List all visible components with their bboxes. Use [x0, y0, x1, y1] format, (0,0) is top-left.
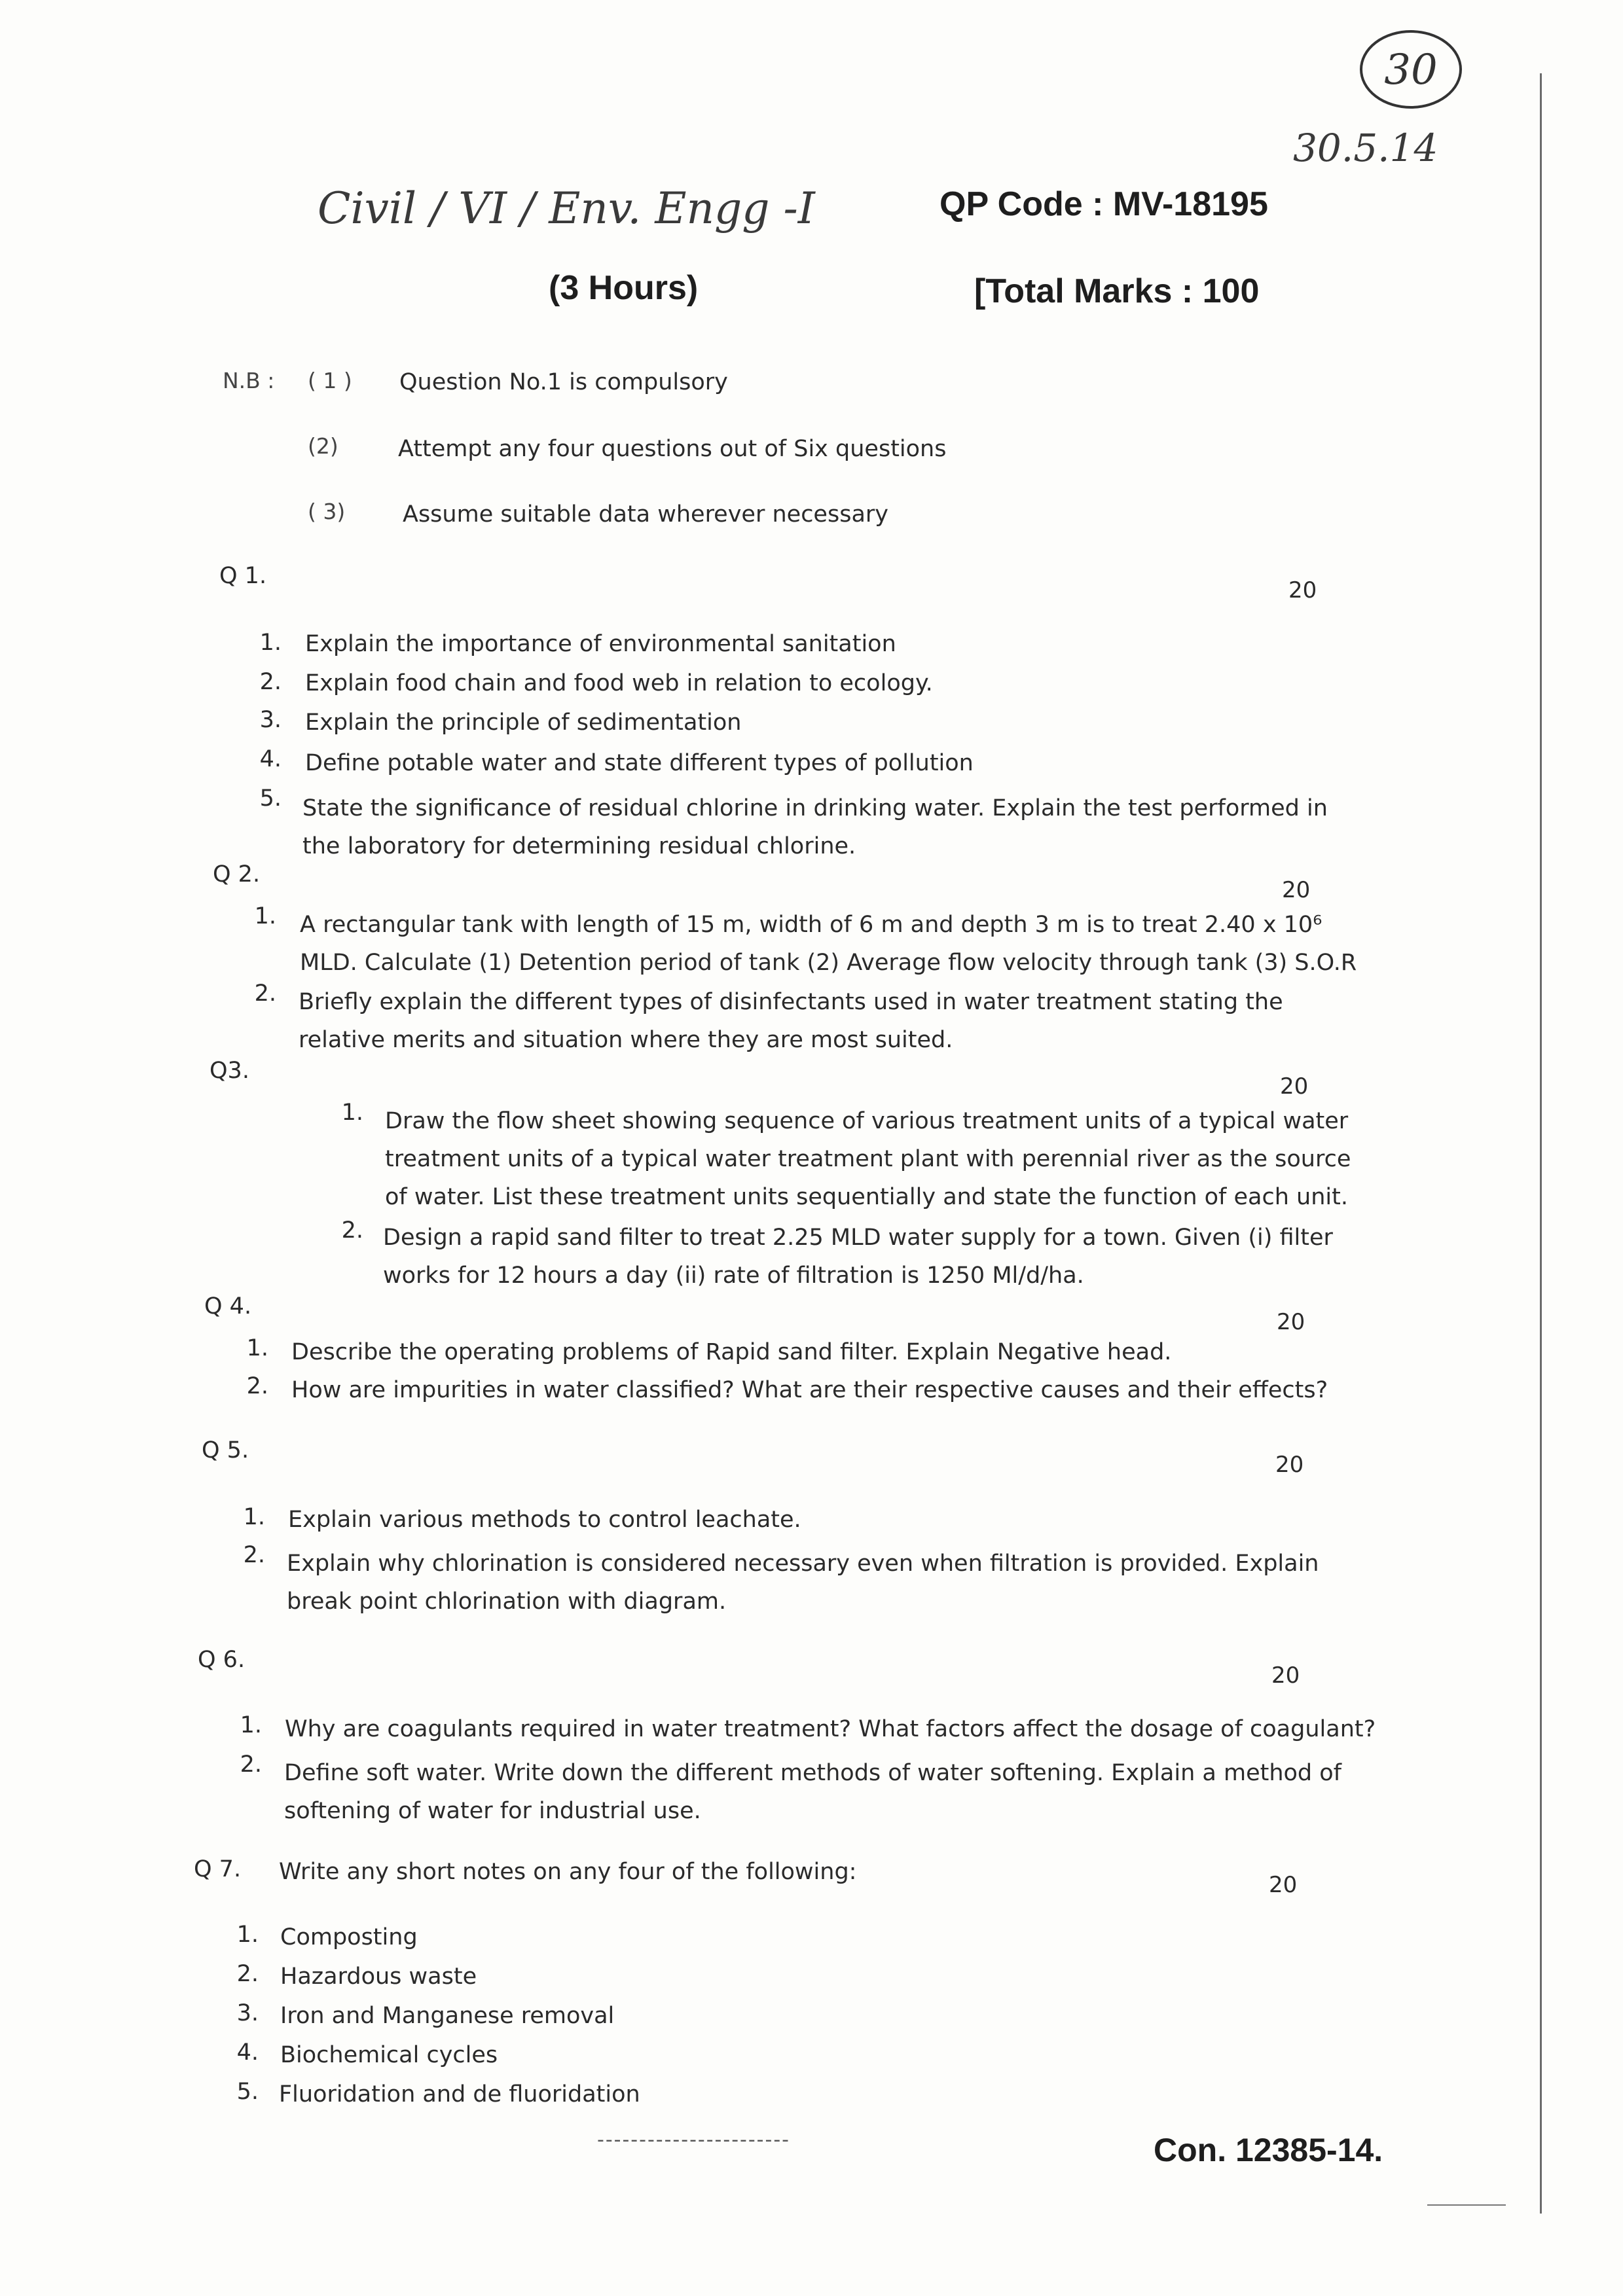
end-divider: ----------------------- — [597, 2128, 790, 2151]
q1-item-2-num: 2. — [259, 669, 282, 695]
q4-item-1-num: 1. — [246, 1335, 268, 1361]
q1-marks: 20 — [1288, 577, 1317, 603]
q4-marks: 20 — [1277, 1309, 1305, 1335]
q1-item-4-num: 4. — [259, 746, 282, 772]
q1-item-1-num: 1. — [259, 630, 282, 656]
q7-item-5-num: 5. — [236, 2079, 259, 2105]
q5-item-1: Explain various methods to control leachate. — [288, 1507, 801, 1533]
footer-rule — [1427, 2204, 1506, 2206]
q2-item-2-num: 2. — [254, 980, 276, 1007]
q4-item-2-num: 2. — [246, 1373, 268, 1399]
q4-label: Q 4. — [204, 1293, 252, 1319]
nb-num-1: ( 1 ) — [308, 368, 352, 393]
con-code: Con. 12385-14. — [1154, 2132, 1383, 2168]
circled-number-mark — [1355, 24, 1467, 115]
q1-item-5: State the significance of residual chlorine in drinking water. Explain the test performed in the laboratory for determining residual chlorine. — [302, 795, 1328, 859]
q7-label: Q 7. — [194, 1856, 242, 1882]
q7-item-1: Composting — [280, 1924, 418, 1950]
nb-label: N.B : — [223, 368, 275, 393]
q1-item-5-num: 5. — [259, 785, 282, 812]
q3-item-1: Draw the flow sheet showing sequence of various treatment units of a typical water treatment units of a typical water treatment plant with perennial river as the source of water. List these treatment units sequentially and state the function of each unit. — [385, 1108, 1351, 1210]
q5-item-2-num: 2. — [243, 1542, 265, 1568]
q1-item-1: Explain the importance of environmental sanitation — [305, 631, 896, 657]
q6-label: Q 6. — [198, 1647, 246, 1673]
q7-item-2: Hazardous waste — [280, 1964, 477, 1990]
q7-intro: Write any short notes on any four of the following: — [279, 1859, 857, 1885]
total-marks: [Total Marks : 100 — [974, 272, 1260, 310]
q6-item-1-num: 1. — [240, 1712, 262, 1738]
nb-text-3: Assume suitable data wherever necessary — [403, 501, 888, 528]
q7-item-4-num: 4. — [236, 2039, 259, 2066]
nb-num-2: (2) — [308, 433, 338, 459]
q5-item-1-num: 1. — [243, 1504, 265, 1530]
q3-label: Q3. — [210, 1058, 249, 1084]
nb-text-1: Question No.1 is compulsory — [399, 369, 728, 395]
q6-item-2: Define soft water. Write down the different methods of water softening. Explain a method of softening of water for industrial use. — [284, 1760, 1342, 1824]
q2-item-1-num: 1. — [254, 903, 276, 929]
q1-item-4: Define potable water and state different types of pollution — [305, 750, 974, 776]
q2-item-2: Briefly explain the different types of disinfectants used in water treatment stating the relative merits and situation where they are most suited. — [299, 989, 1283, 1053]
q1-item-3-num: 3. — [259, 707, 282, 733]
q7-item-5: Fluoridation and de fluoridation — [279, 2081, 640, 2108]
q7-item-4: Biochemical cycles — [280, 2042, 498, 2068]
q7-item-3-num: 3. — [236, 2000, 259, 2026]
q5-item-2: Explain why chlorination is considered necessary even when filtration is provided. Explain break point chlorination with diagram. — [287, 1551, 1319, 1615]
scan-edge-line — [1540, 73, 1542, 2214]
q2-item-1: A rectangular tank with length of 15 m, width of 6 m and depth 3 m is to treat 2.40 x 10⁶ MLD. Calculate (1) Detention period of tank (2) Average flow velocity through tank (3) S.O.R — [300, 912, 1357, 976]
q5-marks: 20 — [1275, 1452, 1304, 1478]
q1-item-2: Explain food chain and food web in relation to ecology. — [305, 670, 933, 696]
q1-label: Q 1. — [219, 563, 267, 589]
q3-item-2-num: 2. — [341, 1217, 363, 1244]
nb-text-2: Attempt any four questions out of Six questions — [398, 436, 947, 462]
q3-marks: 20 — [1280, 1073, 1309, 1100]
q7-item-2-num: 2. — [236, 1961, 259, 1987]
q6-marks: 20 — [1271, 1662, 1300, 1689]
q3-item-2: Design a rapid sand filter to treat 2.25 MLD water supply for a town. Given (i) filter works for 12 hours a day (ii) rate of filtration is 1250 Ml/d/ha. — [383, 1225, 1333, 1289]
q6-item-2-num: 2. — [240, 1751, 262, 1778]
q5-label: Q 5. — [202, 1437, 249, 1463]
circled-number: 30 — [1384, 46, 1438, 94]
q1-item-3: Explain the principle of sedimentation — [305, 709, 742, 736]
nb-num-3: ( 3) — [308, 499, 346, 524]
q6-item-1: Why are coagulants required in water treatment? What factors affect the dosage of coagulant? — [285, 1716, 1376, 1742]
q3-item-1-num: 1. — [341, 1100, 363, 1126]
qp-code: QP Code : MV-18195 — [939, 185, 1268, 223]
q7-marks: 20 — [1269, 1872, 1298, 1898]
q7-item-3: Iron and Manganese removal — [280, 2003, 615, 2029]
q4-item-2: How are impurities in water classified? What are their respective causes and their effects? — [291, 1377, 1328, 1403]
handwritten-date: 30.5.14 — [1293, 126, 1438, 170]
q2-label: Q 2. — [213, 861, 261, 888]
q2-marks: 20 — [1282, 877, 1311, 903]
exam-duration: (3 Hours) — [549, 269, 699, 307]
q7-item-1-num: 1. — [236, 1922, 259, 1948]
q4-item-1: Describe the operating problems of Rapid sand filter. Explain Negative head. — [291, 1339, 1172, 1365]
handwritten-course-title: Civil / VI / Env. Engg -I — [318, 183, 815, 234]
